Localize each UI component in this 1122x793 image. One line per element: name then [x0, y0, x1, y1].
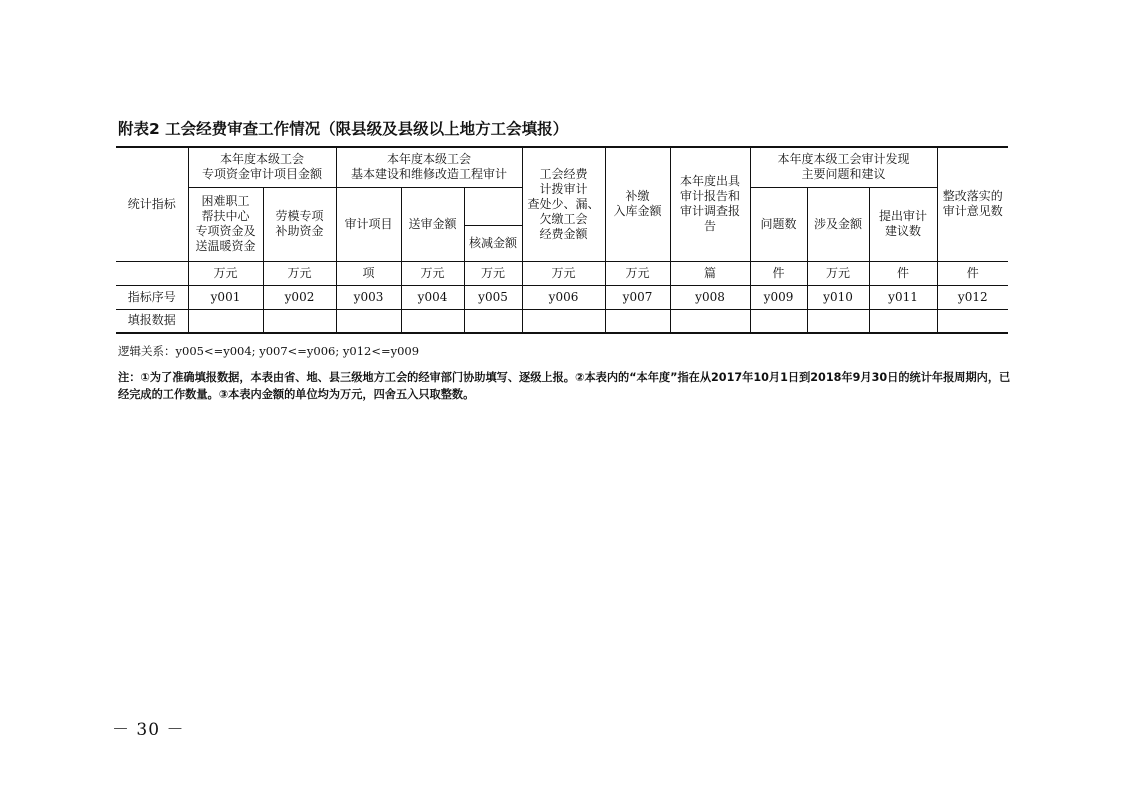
data-entry-cell[interactable]	[464, 309, 522, 333]
data-entry-cell[interactable]	[869, 309, 937, 333]
data-entry-cell[interactable]	[522, 309, 605, 333]
col-repayment-header: 补缴 入库金额	[605, 147, 670, 261]
col-involved-amount-header: 涉及金额	[807, 187, 869, 261]
logic-relation-text: 逻辑关系：y005<=y004; y007<=y006; y012<=y009	[118, 344, 420, 358]
index-cell: y001	[188, 285, 263, 309]
data-entry-cell[interactable]	[670, 309, 750, 333]
col-reduction-amount-header: 核减金额	[464, 225, 522, 261]
units-row-label	[116, 261, 188, 285]
page-number: － 30 －	[112, 720, 185, 740]
data-entry-cell[interactable]	[605, 309, 670, 333]
unit-cell: 万元	[605, 261, 670, 285]
col-suggestions-header: 提出审计 建议数	[869, 187, 937, 261]
units-row	[116, 261, 1008, 285]
unit-cell: 件	[750, 261, 807, 285]
index-cell: y012	[937, 285, 1008, 309]
data-entry-row	[116, 309, 1008, 333]
data-entry-cell[interactable]	[937, 309, 1008, 333]
unit-cell: 件	[937, 261, 1008, 285]
unit-cell: 项	[336, 261, 401, 285]
index-cell: y005	[464, 285, 522, 309]
unit-cell: 万元	[464, 261, 522, 285]
index-cell: y002	[263, 285, 336, 309]
col-audit-items-header: 审计项目	[336, 187, 401, 261]
index-row-label: 指标序号	[116, 285, 188, 309]
data-entry-cell[interactable]	[401, 309, 464, 333]
group-construction-header: 本年度本级工会 基本建设和维修改造工程审计	[336, 147, 522, 187]
group-problems-header: 本年度本级工会审计发现 主要问题和建议	[750, 147, 937, 187]
footnote: 注：①为了准确填报数据，本表由省、地、县三级地方工会的经审部门协助填写、逐级上报。②本表内的“本年度”指在从2017年10月1日到2018年9月30日的统计年报周期内，已经完成的工作数量。③本表内金额的单位均为万元，四舍五入只取整数。	[118, 371, 1011, 401]
data-entry-cell[interactable]	[336, 309, 401, 333]
header-row-1	[116, 147, 1008, 187]
data-entry-cell[interactable]	[750, 309, 807, 333]
index-cell: y006	[522, 285, 605, 309]
col-problem-count-header: 问题数	[750, 187, 807, 261]
col-rectification-header: 整改落实的 审计意见数	[937, 147, 1008, 261]
unit-cell: 万元	[263, 261, 336, 285]
col-submitted-amount-header: 送审金额	[401, 187, 464, 261]
col-reduction-spacer	[464, 187, 522, 225]
index-cell: y008	[670, 285, 750, 309]
data-row-label: 填报数据	[116, 309, 188, 333]
unit-cell: 万元	[522, 261, 605, 285]
col-poverty-fund-header: 困难职工 帮扶中心 专项资金及 送温暖资金	[188, 187, 263, 261]
unit-cell: 件	[869, 261, 937, 285]
index-cell: y003	[336, 285, 401, 309]
index-cell: y004	[401, 285, 464, 309]
unit-cell: 万元	[807, 261, 869, 285]
col-model-worker-header: 劳模专项 补助资金	[263, 187, 336, 261]
index-cell: y009	[750, 285, 807, 309]
unit-cell: 万元	[188, 261, 263, 285]
data-entry-cell[interactable]	[807, 309, 869, 333]
unit-cell: 万元	[401, 261, 464, 285]
data-entry-cell[interactable]	[263, 309, 336, 333]
audit-statistics-table	[116, 146, 1008, 334]
unit-cell: 篇	[670, 261, 750, 285]
index-cell: y010	[807, 285, 869, 309]
col-reports-header: 本年度出具 审计报告和 审计调查报 告	[670, 147, 750, 261]
table-title: 附表2 工会经费审查工作情况（限县级及县级以上地方工会填报）	[118, 120, 569, 138]
group-special-funds-header: 本年度本级工会 专项资金审计项目金额	[188, 147, 336, 187]
index-cell: y007	[605, 285, 670, 309]
index-row	[116, 285, 1008, 309]
col-funds-audit-header: 工会经费 计拨审计 查处少、漏、 欠缴工会 经费金额	[522, 147, 605, 261]
index-cell: y011	[869, 285, 937, 309]
row-header-label: 统计指标	[116, 147, 188, 261]
data-entry-cell[interactable]	[188, 309, 263, 333]
